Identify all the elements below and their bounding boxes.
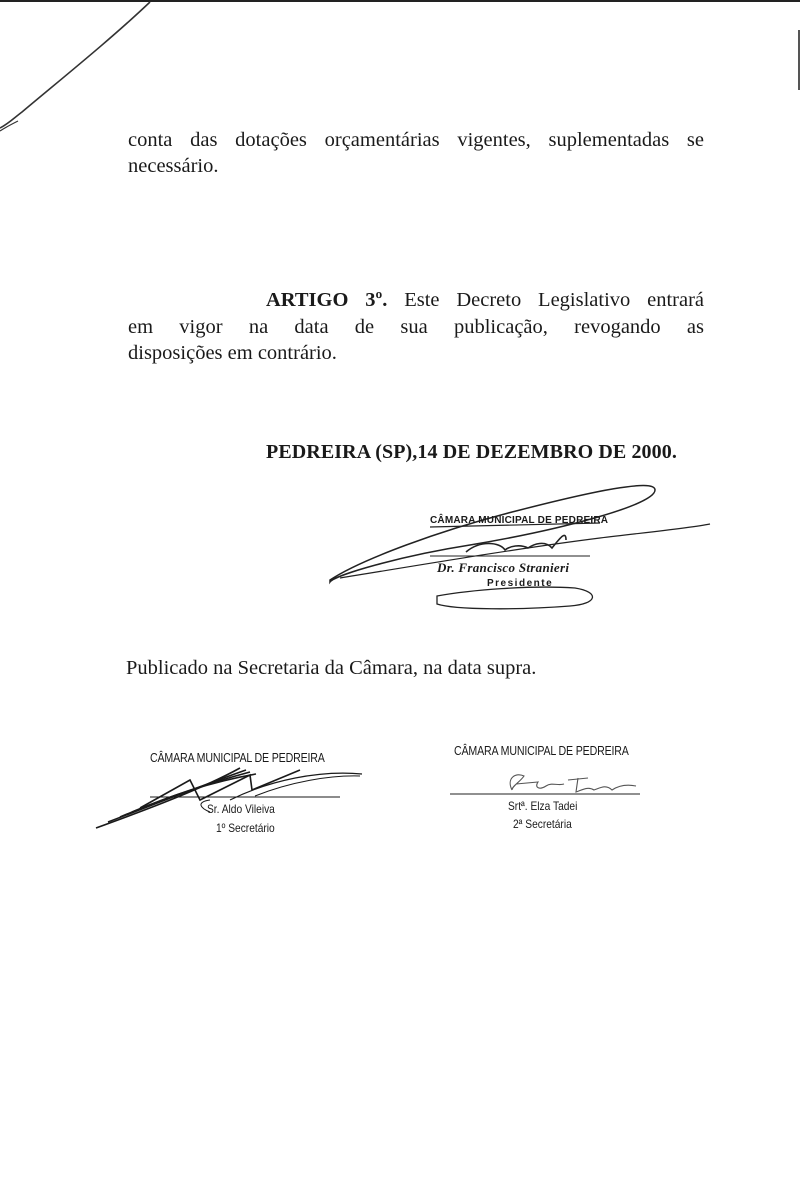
- second-secretary-org-stamp: CÂMARA MUNICIPAL DE PEDREIRA: [454, 744, 629, 758]
- second-secretary-name: Srtª. Elza Tadei: [508, 799, 578, 813]
- article-3-line3: disposições em contrário.: [128, 342, 337, 364]
- first-secretary-org-stamp: CÂMARA MUNICIPAL DE PEDREIRA: [150, 751, 325, 765]
- date-line: PEDREIRA (SP),14 DE DEZEMBRO DE 2000.: [266, 441, 677, 463]
- article-3-line2: em vigor na data de sua publicação, revogando as: [128, 316, 704, 338]
- second-secretary-title: 2ª Secretária: [513, 817, 572, 831]
- president-org-stamp: CÂMARA MUNICIPAL DE PEDREIRA: [430, 515, 609, 526]
- article-3-heading: ARTIGO 3º.: [266, 289, 388, 311]
- president-name: Dr. Francisco Stranieri: [437, 560, 570, 575]
- article-3-text-start: Este Decreto Legislativo entrará: [404, 289, 705, 311]
- paragraph-continuation-line1: conta das dotações orçamentárias vigentes, suplementadas se: [128, 129, 704, 151]
- president-title: Presidente: [487, 578, 554, 589]
- first-secretary-title: 1º Secretário: [216, 821, 275, 835]
- first-secretary-name: Sr. Aldo Vileiva: [207, 802, 275, 816]
- paragraph-continuation-line2: necessário.: [128, 155, 219, 177]
- publication-note: Publicado na Secretaria da Câmara, na data supra.: [126, 657, 537, 679]
